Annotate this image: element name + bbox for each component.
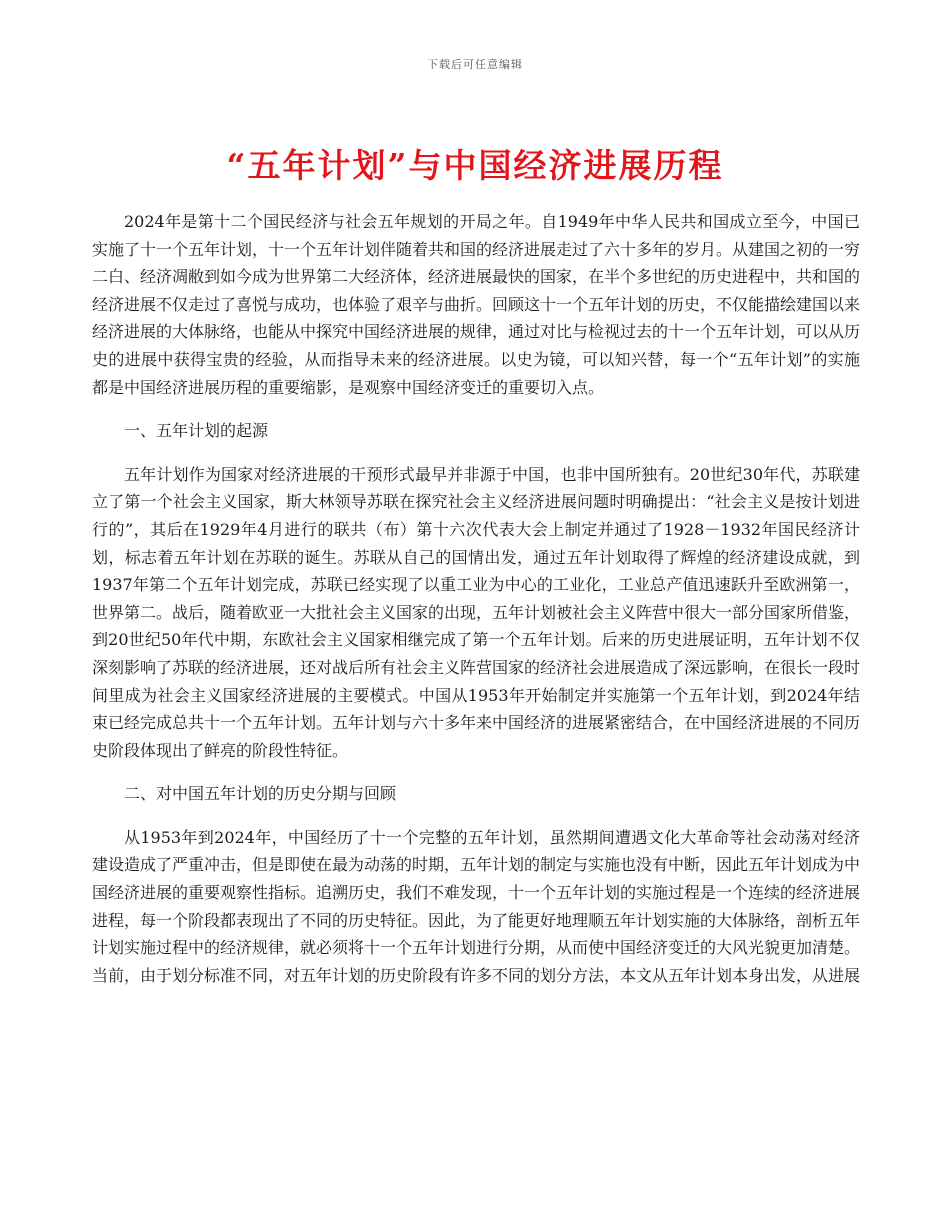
- intro-paragraph: 2024年是第十二个国民经济与社会五年规划的开局之年。自1949年中华人民共和国成立至今，中国已实施了十一个五年计划，十一个五年计划伴随着共和国的经济进展走过了六十多年的岁月。从建国之初的一穷二白、经济凋敝到如今成为世界第二大经济体，经济进展最快的国家，在半个多世纪的历史进程中，共和国的经济进展不仅走过了喜悦与成功，也体验了艰辛与曲折。回顾这十一个五年计划的历史，不仅能描绘建国以来经济进展的大体脉络，也能从中探究中国经济进展的规律，通过对比与检视过去的十一个五年计划，可以从历史的进展中获得宝贵的经验，从而指导未来的经济进展。以史为镜，可以知兴替，每一个“五年计划”的实施都是中国经济进展历程的重要缩影，是观察中国经济变迁的重要切入点。: [92, 212, 861, 397]
- document-title: “五年计划”与中国经济进展历程: [226, 146, 724, 185]
- section-heading-origin: 一、五年计划的起源: [124, 421, 269, 441]
- origin-paragraph: 五年计划作为国家对经济进展的干预形式最早并非源于中国，也非中国所独有。20世纪30年代，苏联建立了第一个社会主义国家，斯大林领导苏联在探究社会主义经济进展问题时明确提出：“社会主义是按计划进行的”，其后在1929年4月进行的联共（布）第十六次代表大会上制定并通过了1928－1932年国民经济计划，标志着五年计划在苏联的诞生。苏联从自己的国情出发，通过五年计划取得了辉煌的经济建设成就，到1937年第二个五年计划完成，苏联已经实现了以重工业为中心的工业化，工业总产值迅速跃升至欧洲第一，世界第二。战后，随着欧亚一大批社会主义国家的出现，五年计划被社会主义阵营中很大一部分国家所借鉴，到20世纪50年代中期，东欧社会主义国家相继完成了第一个五年计划。后来的历史进展证明，五年计划不仅深刻影响了苏联的经济进展，还对战后所有社会主义阵营国家的经济社会进展造成了深远影响，在很长一段时间里成为社会主义国家经济进展的主要模式。中国从1953年开始制定并实施第一个五年计划，到2024年结束已经完成总共十一个五年计划。五年计划与六十多年来中国经济的进展紧密结合，在中国经济进展的不同历史阶段体现出了鲜亮的阶段性特征。: [92, 464, 861, 760]
- document-body: [92, 208, 860, 989]
- periodization-paragraph: 从1953年到2024年，中国经历了十一个完整的五年计划，虽然期间遭遇文化大革命等社会动荡对经济建设造成了严重冲击，但是即使在最为动荡的时期，五年计划的制定与实施也没有中断，因此五年计划成为中国经济进展的重要观察性指标。追溯历史，我们不难发现，十一个五年计划的实施过程是一个连续的经济进展进程，每一个阶段都表现出了不同的历史特征。因此，为了能更好地理顺五年计划实施的大体脉络，剖析五年计划实施过程中的经济规律，就必须将十一个五年计划进行分期，从而使中国经济变迁的大风光貌更加清楚。当前，由于划分标准不同，对五年计划的历史阶段有许多不同的划分方法，本文从五年计划本身出发，从进展: [92, 827, 861, 985]
- header-note: 下载后可任意编辑: [427, 58, 523, 71]
- section-heading-periodization: 二、对中国五年计划的历史分期与回顾: [124, 784, 397, 804]
